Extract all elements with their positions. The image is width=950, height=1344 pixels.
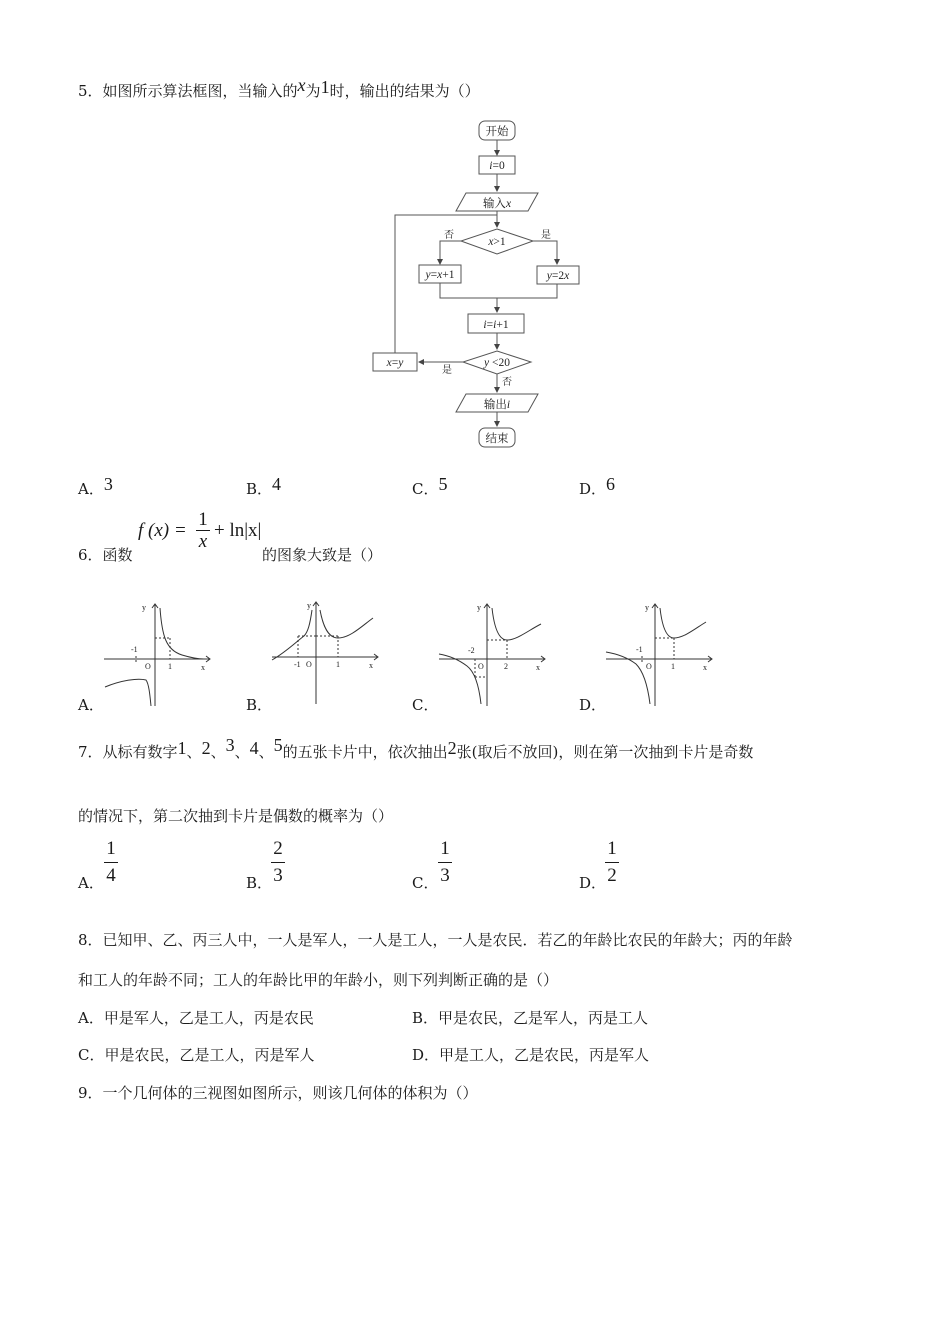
option-value: 3 bbox=[103, 474, 113, 494]
tick-neg: -1 bbox=[131, 645, 138, 654]
fc-input-label: 输入x bbox=[482, 196, 512, 210]
q7-n4: 4 bbox=[249, 738, 259, 758]
q7-mid: 的五张卡片中，依次抽出 bbox=[282, 743, 448, 761]
tick-pos: 2 bbox=[504, 662, 508, 671]
axis-x-label: x bbox=[201, 663, 205, 672]
q7-n5: 5 bbox=[273, 735, 283, 755]
option-label: A． bbox=[78, 1009, 104, 1027]
q7-stem-line2: 的情况下，第二次抽到卡片是偶数的概率为（） bbox=[78, 807, 394, 825]
axis-y-label: y bbox=[142, 603, 146, 612]
q8-stem-line1: 8．已知甲、乙、丙三人中，一人是军人，一人是工人，一人是农民．若乙的年龄比农民的年龄大；丙的年龄 bbox=[78, 931, 793, 949]
q5-stem-mid: 为 bbox=[305, 82, 321, 100]
q6-graph-b bbox=[268, 596, 383, 706]
q7-option-c-label[interactable]: C． bbox=[412, 874, 439, 892]
tick-pos: 1 bbox=[168, 662, 172, 671]
option-label: B． bbox=[412, 1009, 439, 1027]
q6-stem-suffix: 的图象大致是（） bbox=[262, 546, 383, 564]
axis-x-label: x bbox=[703, 663, 707, 672]
fc-no-label-2: 否 bbox=[502, 377, 512, 388]
formula-frac bbox=[196, 510, 210, 553]
q5-stem-prefix: 5．如图所示算法框图，当输入的 bbox=[78, 82, 298, 100]
option-value: 4 bbox=[272, 474, 282, 494]
option-label: D． bbox=[412, 1046, 440, 1064]
q7-option-d-frac[interactable] bbox=[605, 838, 619, 887]
axis-y-label: y bbox=[477, 603, 481, 612]
option-text: 甲是军人，乙是工人，丙是农民 bbox=[103, 1009, 314, 1027]
q5-stem-suffix: 时，输出的结果为（） bbox=[329, 82, 480, 100]
q6-option-a[interactable]: A． bbox=[78, 696, 104, 714]
tick-neg: -1 bbox=[636, 645, 643, 654]
q6-option-c[interactable]: C． bbox=[412, 696, 439, 714]
fc-yes-label-2: 是 bbox=[442, 365, 452, 376]
option-label: C． bbox=[412, 480, 439, 498]
fc-start-label: 开始 bbox=[485, 126, 509, 138]
q7-option-c-frac[interactable] bbox=[438, 838, 452, 887]
fc-no-label-1: 否 bbox=[444, 230, 454, 241]
q5-option-a[interactable] bbox=[78, 474, 113, 499]
option-text: 甲是农民，乙是军人，丙是工人 bbox=[438, 1009, 649, 1027]
origin-label: O bbox=[145, 662, 151, 671]
axis-y-label: y bbox=[307, 601, 311, 610]
frac-num: 1 bbox=[440, 838, 450, 859]
option-text: 甲是工人，乙是农民，丙是军人 bbox=[439, 1046, 650, 1064]
fc-init-label: i=0 bbox=[489, 160, 505, 172]
origin-label: O bbox=[478, 662, 484, 671]
q6-graph-a bbox=[100, 598, 215, 708]
q7-option-a-frac[interactable] bbox=[104, 838, 118, 887]
q6-option-b[interactable]: B． bbox=[246, 696, 273, 714]
axis-x-label: x bbox=[369, 661, 373, 670]
q5-option-c[interactable] bbox=[412, 474, 448, 499]
tick-neg: -2 bbox=[468, 646, 475, 655]
q6-graph-d bbox=[602, 598, 717, 708]
q7-stem-line1 bbox=[78, 735, 754, 762]
q7-option-b-label[interactable]: B． bbox=[246, 874, 273, 892]
q7-sep: 、 bbox=[210, 743, 226, 761]
q5-num: 1 bbox=[320, 77, 330, 97]
q5-option-b[interactable] bbox=[246, 474, 282, 499]
fc-output-label: 输出i bbox=[483, 397, 511, 411]
q7-option-a-label[interactable]: A． bbox=[78, 874, 104, 892]
frac-num: 1 bbox=[106, 838, 116, 859]
option-label: C． bbox=[78, 1046, 105, 1064]
q7-pre: 7．从标有数字 bbox=[78, 743, 178, 761]
origin-label: O bbox=[306, 660, 312, 669]
q9-stem: 9．一个几何体的三视图如图所示，则该几何体的体积为（） bbox=[78, 1084, 478, 1102]
q7-post: 张(取后不放回)，则在第一次抽到卡片是奇数 bbox=[456, 743, 754, 761]
option-label: A． bbox=[78, 480, 104, 498]
q7-n2: 2 bbox=[201, 738, 211, 758]
q8-option-c[interactable] bbox=[78, 1044, 315, 1065]
fc-cond1-label: x>1 bbox=[488, 236, 506, 248]
tick-neg: -1 bbox=[294, 660, 301, 669]
formula-den: x bbox=[198, 531, 208, 552]
q7-option-b-frac[interactable] bbox=[271, 838, 285, 887]
q5-stem bbox=[78, 75, 480, 101]
q6-option-d[interactable]: D． bbox=[579, 696, 607, 714]
option-text: 甲是农民，乙是工人，丙是军人 bbox=[104, 1046, 315, 1064]
fc-left-label: y=x+1 bbox=[425, 269, 455, 281]
option-value: 6 bbox=[606, 474, 616, 494]
q8-option-d[interactable] bbox=[412, 1044, 649, 1065]
q5-option-d[interactable] bbox=[579, 474, 616, 499]
tick-pos: 1 bbox=[671, 662, 675, 671]
frac-num: 1 bbox=[607, 838, 617, 859]
axis-y-label: y bbox=[645, 603, 649, 612]
q7-n1: 1 bbox=[177, 738, 187, 758]
q6-stem-prefix: 6．函数 bbox=[78, 546, 133, 564]
frac-den: 4 bbox=[106, 865, 116, 886]
frac-num: 2 bbox=[273, 838, 283, 859]
fc-yes-label-1: 是 bbox=[541, 230, 551, 241]
tick-pos: 1 bbox=[336, 660, 340, 669]
q5-var-x: x bbox=[297, 75, 306, 95]
q7-sep: 、 bbox=[186, 743, 202, 761]
q7-sep: 、 bbox=[234, 743, 250, 761]
q8-option-b[interactable] bbox=[412, 1007, 648, 1028]
fc-inc-label: i=i+1 bbox=[483, 319, 509, 331]
q7-option-d-label[interactable]: D． bbox=[579, 874, 607, 892]
formula-num: 1 bbox=[198, 509, 208, 530]
fc-right-label: y=2x bbox=[546, 270, 570, 282]
axis-x-label: x bbox=[536, 663, 540, 672]
origin-label: O bbox=[646, 662, 652, 671]
q6-graph-c bbox=[435, 598, 550, 708]
option-value: 5 bbox=[438, 474, 448, 494]
q8-stem-line2: 和工人的年龄不同；工人的年龄比甲的年龄小，则下列判断正确的是（） bbox=[78, 971, 559, 989]
fc-end-label: 结束 bbox=[485, 433, 509, 445]
frac-den: 2 bbox=[607, 865, 617, 886]
option-label: B． bbox=[246, 480, 273, 498]
q7-sep: 、 bbox=[258, 743, 274, 761]
option-label: D． bbox=[579, 480, 607, 498]
fc-assign-label: x=y bbox=[386, 357, 404, 369]
formula-left: f (x) = bbox=[138, 520, 187, 541]
frac-den: 3 bbox=[440, 865, 450, 886]
q7-n6: 2 bbox=[447, 738, 457, 758]
q8-option-a[interactable] bbox=[78, 1007, 314, 1028]
frac-den: 3 bbox=[273, 865, 283, 886]
q7-n3: 3 bbox=[225, 735, 235, 755]
formula-right: + ln|x| bbox=[214, 520, 262, 541]
fc-cond2-label: y <20 bbox=[484, 357, 510, 369]
q5-flowchart bbox=[360, 115, 570, 455]
